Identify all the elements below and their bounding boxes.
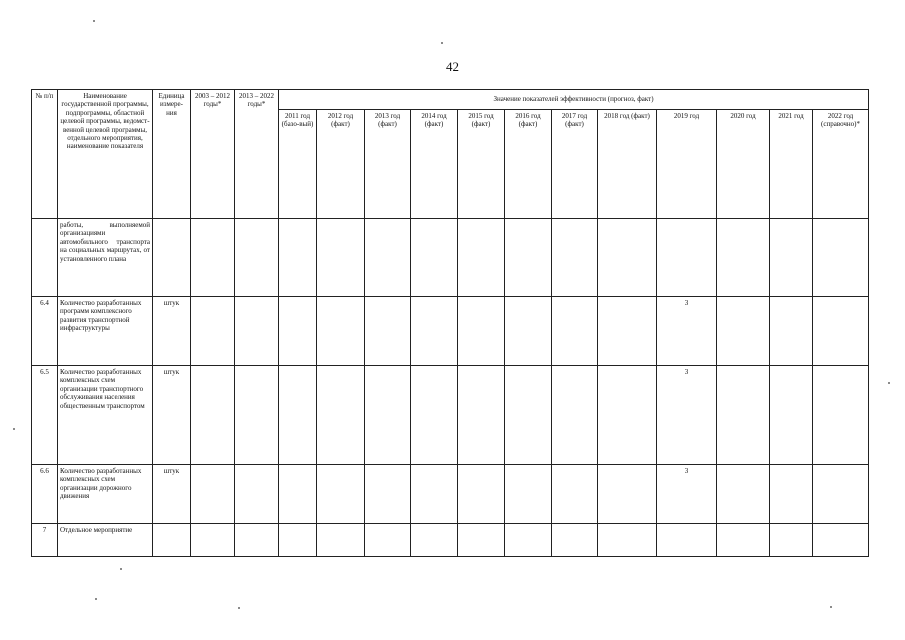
table-row bbox=[32, 297, 869, 366]
row-unit bbox=[153, 524, 191, 557]
header-year: 2022 год (справочно)* bbox=[813, 110, 869, 219]
header-year: 2011 год (базо-вый) bbox=[279, 110, 317, 219]
header-year: 2013 год (факт) bbox=[365, 110, 411, 219]
header-unit: Единица измере-ния bbox=[153, 90, 191, 219]
row-num: 6.6 bbox=[32, 465, 58, 524]
row-unit bbox=[153, 219, 191, 297]
row-name: Количество разработанных комплексных схем организации транспортного обслуживания населения общественным транспортом bbox=[58, 366, 153, 465]
row-value-2019 bbox=[657, 524, 717, 557]
row-unit: штук bbox=[153, 297, 191, 366]
row-name: Отдельное мероприятие bbox=[58, 524, 153, 557]
row-num: 7 bbox=[32, 524, 58, 557]
row-num bbox=[32, 219, 58, 297]
header-group: Значение показателей эффективности (прогноз, факт) bbox=[279, 90, 869, 110]
row-value-2019: 3 bbox=[657, 297, 717, 366]
row-num: 6.5 bbox=[32, 366, 58, 465]
row-value-2019 bbox=[657, 219, 717, 297]
header-year: 2021 год bbox=[770, 110, 813, 219]
table-row bbox=[32, 366, 869, 465]
scan-speck bbox=[13, 428, 15, 430]
table-row bbox=[32, 465, 869, 524]
page-number: 42 bbox=[446, 59, 459, 74]
header-name: Наименование государственной программы, подпрограммы, областной целевой программы, ведомст-венной целевой программы, отдельного мероприятия, наименование показателя bbox=[58, 90, 153, 219]
header-year: 2020 год bbox=[717, 110, 770, 219]
scan-speck bbox=[441, 42, 443, 44]
row-value-2019: 3 bbox=[657, 465, 717, 524]
row-name: Количество разработанных комплексных схем организации дорожного движения bbox=[58, 465, 153, 524]
row-unit: штук bbox=[153, 366, 191, 465]
header-years-2003-2012: 2003 – 2012 годы* bbox=[191, 90, 235, 219]
row-name: Количество разработанных программ комплексного развития транспортной инфраструктуры bbox=[58, 297, 153, 366]
header-year: 2015 год (факт) bbox=[458, 110, 505, 219]
scan-speck bbox=[120, 568, 122, 570]
row-num: 6.4 bbox=[32, 297, 58, 366]
scan-speck bbox=[93, 20, 95, 22]
header-num: № п/п bbox=[32, 90, 58, 219]
table-row bbox=[32, 219, 869, 297]
scan-speck bbox=[238, 607, 240, 609]
row-unit: штук bbox=[153, 465, 191, 524]
scan-speck bbox=[888, 382, 890, 384]
row-name: работы, выполняемой организациями автомобильного транспорта на социальных маршрутах, от установленного плана bbox=[58, 219, 153, 297]
header-year: 2016 год (факт) bbox=[505, 110, 552, 219]
indicators-table bbox=[31, 89, 869, 557]
header-years-2013-2022: 2013 – 2022 годы* bbox=[235, 90, 279, 219]
scan-speck bbox=[830, 606, 832, 608]
header-year: 2019 год bbox=[657, 110, 717, 219]
table-row bbox=[32, 524, 869, 557]
scan-speck bbox=[95, 598, 97, 600]
header-year: 2018 год (факт) bbox=[598, 110, 657, 219]
header-year: 2017 год (факт) bbox=[552, 110, 598, 219]
row-value-2019: 3 bbox=[657, 366, 717, 465]
header-year: 2014 год (факт) bbox=[411, 110, 458, 219]
header-year: 2012 год (факт) bbox=[317, 110, 365, 219]
